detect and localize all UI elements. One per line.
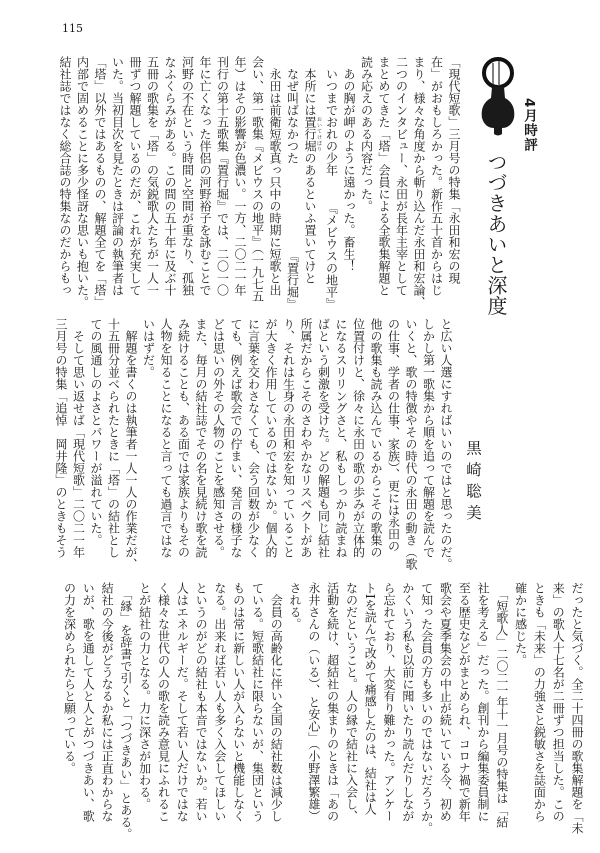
column-text: なのだということ。人の縁で結社に入会し、 xyxy=(344,582,359,822)
column-text: く様々な世代の人の歌を読み意見にふれるこ xyxy=(156,582,171,822)
text-column xyxy=(227,318,245,572)
text-column xyxy=(97,582,116,836)
column-text: ら忘れており、大変有り難かった。アンケー xyxy=(382,582,397,822)
text-column xyxy=(283,56,301,310)
text-column xyxy=(248,56,266,310)
column-text: 内部で固めることに多少怪訝な思いも抱いた。 xyxy=(75,56,90,308)
ruby-word: 置行堀 おいてけぼり xyxy=(303,116,322,152)
text-column xyxy=(419,318,437,572)
column-text: が大きく作用しているのではないか。個人的 xyxy=(264,318,278,558)
column-text: 在」がおもしろかった。新作五十首からはじ xyxy=(429,56,444,296)
text-column xyxy=(530,582,549,836)
column-text: まとめてきた「塔」会員による全歌集解題と xyxy=(377,56,391,296)
column-text: ばという刺激を受けた。どの解題も同じ結社 xyxy=(316,318,331,558)
text-column xyxy=(304,582,323,836)
column-text: 会員の高齢化に伴い全国の結社数は減少し xyxy=(269,582,284,822)
column-text: 本所には置行堀 おいてけぼりのあるといふ置いてけと xyxy=(303,56,322,284)
column-text: み続けることも、ある面では家族よりもその xyxy=(176,318,191,558)
text-column xyxy=(279,318,297,572)
column-text: 人はエネルギーだ。そして若い人だけではな xyxy=(175,582,190,822)
poem-source: 『置行堀』 xyxy=(285,250,300,310)
column-text: 来」の歌人十七名が二冊ずつ担当した。この xyxy=(551,582,566,822)
text-column xyxy=(143,56,161,310)
text-column xyxy=(248,582,267,836)
poem-source: 『メビウスの地平』 xyxy=(324,202,339,310)
text-column xyxy=(213,56,231,310)
column-text: 刊行の第十五歌集『置行堀』では、二〇一〇 xyxy=(215,56,230,296)
text-column xyxy=(139,318,157,572)
text-column xyxy=(285,582,304,836)
text-column xyxy=(116,582,135,840)
column-text: なる。出来れば若い人も多く入会してほしい xyxy=(212,582,227,822)
text-tier-bottom xyxy=(60,582,586,840)
column-text: に言葉を交わさなくても、会う回数が少なく xyxy=(246,318,261,558)
column-text: と広い人選にすればいいのではと思ったのだ。 xyxy=(439,318,453,570)
column-text: 五冊の歌集を「塔」の気鋭歌人たちが一人一 xyxy=(145,56,160,296)
column-text: また、毎月の結社誌でその名を見続け歌を読 xyxy=(194,318,208,558)
text-column xyxy=(473,582,492,836)
column-text: 冊ずつ解題しているのだが、これが充実して xyxy=(128,56,142,296)
column-text: 結社の今後がどうなるか私には正直わからな xyxy=(100,582,115,822)
text-column xyxy=(375,56,393,310)
text-column xyxy=(392,56,410,310)
column-text: いくと、歌の特徴やその時代の永田の動き（歌 xyxy=(404,318,418,570)
text-column xyxy=(357,56,375,310)
lantern-icon xyxy=(478,56,518,138)
text-column xyxy=(56,56,74,310)
column-text: の仕事、学者の仕事、家族）、更には永田の xyxy=(386,318,401,552)
text-column xyxy=(154,582,173,836)
column-text: 二つのインタビュー、永田が長年主宰として xyxy=(394,56,409,296)
column-text: いた。当初目次を見たときは評論の執筆者は xyxy=(110,56,125,296)
column-text: される。 xyxy=(288,582,303,630)
text-column xyxy=(60,582,79,836)
column-text: 確かに感じた。 xyxy=(513,582,528,666)
text-column xyxy=(340,56,358,310)
article-title: つづきあいと深度 xyxy=(484,152,508,316)
column-text: 「塔」以外ではあるものの、解題全てを「塔」 xyxy=(93,56,107,308)
text-column xyxy=(52,318,70,572)
text-column xyxy=(231,56,249,310)
text-column xyxy=(342,582,361,836)
column-text: まり、様々な角度から斬り込んだ永田和宏論、 xyxy=(412,56,426,308)
text-column xyxy=(262,318,280,572)
column-text: しかし第一歌集から順を追って解題を読んで xyxy=(421,318,436,558)
column-text: て知った会員の方も多いのではないだろうか。 xyxy=(419,582,434,834)
text-column xyxy=(417,582,436,836)
column-text: トIを読んで改めて痛感したのは、結社は人 xyxy=(363,582,378,815)
text-column xyxy=(161,56,179,310)
column-text: の力を深められたらと願っている。 xyxy=(62,582,77,774)
column-text: ときも「未来」の力強さと鋭敏さを誌面から xyxy=(532,582,547,822)
text-column xyxy=(266,582,285,836)
column-text: 至る歴史などがまとめられ、コロナ禍で新年 xyxy=(457,582,472,822)
column-text: ている。短歌結社に限らないが、集団という xyxy=(250,582,265,822)
text-column xyxy=(135,582,154,836)
column-text: 十五冊分並べられたときに「塔」の結社とし xyxy=(106,318,121,558)
column-text: なぜ叫ばなかつた xyxy=(285,56,300,164)
text-column xyxy=(104,318,122,572)
column-text: になるスリリングさと、私もしっかり読まね xyxy=(334,318,348,558)
column-text: なふくらみがある。この間の五十年に及ぶ十 xyxy=(163,56,177,296)
column-text: 歌会や夏季集会の中止が続いている今、初め xyxy=(438,582,453,822)
column-text: どは思いの外その人物のことを感知させる。 xyxy=(211,318,226,558)
column-text: 位置付けと、徐々に永田の歌の歩みが立体的 xyxy=(351,318,366,558)
text-column xyxy=(349,318,367,572)
text-column xyxy=(360,582,379,836)
column-text: ての風通しのよさとパワーが溢れていた。 xyxy=(89,318,103,546)
text-column xyxy=(548,582,567,836)
column-text: ものは常に新しい人が入らないと機能しなく xyxy=(231,582,246,822)
column-text: 活動を続け、超結社の集まりのときは「あの xyxy=(325,582,340,822)
column-text: 年）はその影響が色濃い。一方、二〇二一年 xyxy=(233,56,247,296)
text-column xyxy=(73,56,91,310)
column-text: いはずだ。 xyxy=(141,318,156,378)
author-name: 黒崎聡美 xyxy=(464,440,482,526)
text-column xyxy=(511,582,530,836)
column-text: とが結社の力となる。力に深さが加わる。 xyxy=(137,582,152,810)
text-column xyxy=(174,318,192,572)
text-column xyxy=(367,318,385,572)
column-text: 永井さんの（いる）、と安心」（小野澤繁雄） xyxy=(306,582,321,822)
text-column xyxy=(87,318,105,572)
text-column xyxy=(126,56,144,310)
text-column xyxy=(323,582,342,836)
text-column xyxy=(196,56,214,310)
column-text: いつまでおれの少年 xyxy=(324,56,339,176)
text-column xyxy=(398,582,417,836)
text-column xyxy=(78,582,97,836)
text-column xyxy=(301,56,323,310)
text-column xyxy=(209,318,227,572)
text-column xyxy=(266,56,284,310)
text-column xyxy=(210,582,229,836)
page-number: 115 xyxy=(62,22,83,35)
text-column xyxy=(69,318,87,572)
column-text: 結社誌ではなく総合誌の特集なのだからもっ xyxy=(58,56,72,296)
column-text: 「短歌人」二〇二一年十一月号の特集は「結 xyxy=(494,582,509,828)
column-text: 会い、第一歌集『メビウスの地平』（一九七五 xyxy=(250,56,265,302)
text-column xyxy=(172,582,191,836)
text-column xyxy=(445,56,463,310)
column-text: ても、例えば歌会での佇まい、発言の様子な xyxy=(229,318,243,558)
column-text: 人物を知ることになると言っても過言ではな xyxy=(159,318,173,558)
column-text: 社を考える」だった。創刊から編集委員制に xyxy=(476,582,491,822)
column-text: そして思い返せば「現代短歌」二〇二一年 xyxy=(71,318,86,558)
text-column xyxy=(229,582,248,836)
text-column xyxy=(437,318,455,572)
text-column xyxy=(567,582,586,836)
text-column xyxy=(157,318,175,572)
column-text: り、それは生身の永田和宏を知っていること xyxy=(281,318,296,558)
column-text: 三月号の特集「追悼 岡井隆」のときもそう xyxy=(54,318,68,558)
text-column xyxy=(402,318,420,572)
text-column xyxy=(454,582,473,836)
text-column xyxy=(192,318,210,572)
column-text: 他の歌集も読み込んでいるからこその歌集の xyxy=(369,318,383,558)
text-column xyxy=(108,56,126,310)
text-column xyxy=(314,318,332,572)
column-text: 「現代短歌」三月号の特集「永田和宏の現 xyxy=(447,56,461,284)
text-column xyxy=(91,56,109,310)
text-column xyxy=(332,318,350,572)
text-column xyxy=(244,318,262,572)
column-text: だったと気づく。全二十四冊の歌集解題を「未 xyxy=(570,582,584,834)
column-text: 所属だからこそのさわやかなリスペクトがあ xyxy=(299,318,313,558)
text-column xyxy=(379,582,398,836)
text-column xyxy=(410,56,428,310)
text-column xyxy=(322,56,340,310)
text-tier-middle xyxy=(52,318,455,572)
column-text: 「縁」を辞書で引くと「つづきあい」とある。 xyxy=(118,582,133,840)
text-column xyxy=(436,582,455,836)
column-text: 読み応えのある内容だった。 xyxy=(359,56,374,212)
column-text: かくいう私も以前に聞いたり読んだりしなが xyxy=(400,582,415,822)
column-text: 永田は前衛短歌真っ只中の時期に短歌と出 xyxy=(268,56,282,296)
text-column xyxy=(492,582,511,836)
column-text: あの胸が岬のように遠かった。畜生！ xyxy=(342,56,356,272)
text-column xyxy=(427,56,445,310)
text-column xyxy=(122,318,140,572)
column-text: 河野の不在という時間と空間が重なり、孤独 xyxy=(180,56,195,296)
text-column xyxy=(297,318,315,572)
column-text: というのがどの結社も本音ではないか。若い xyxy=(194,582,209,822)
text-tier-top xyxy=(56,56,463,310)
column-text: いが、歌を通して人と人とがつづきあい、歌 xyxy=(81,582,96,822)
column-text: 年に亡くなった伴侶の河野裕子を詠むことで xyxy=(198,56,212,296)
text-column xyxy=(191,582,210,836)
text-column xyxy=(178,56,196,310)
column-text: 解題を書くのは執筆者一人一人の作業だが、 xyxy=(124,318,138,570)
text-column xyxy=(384,318,402,572)
series-label: 4月時評 xyxy=(521,98,537,152)
